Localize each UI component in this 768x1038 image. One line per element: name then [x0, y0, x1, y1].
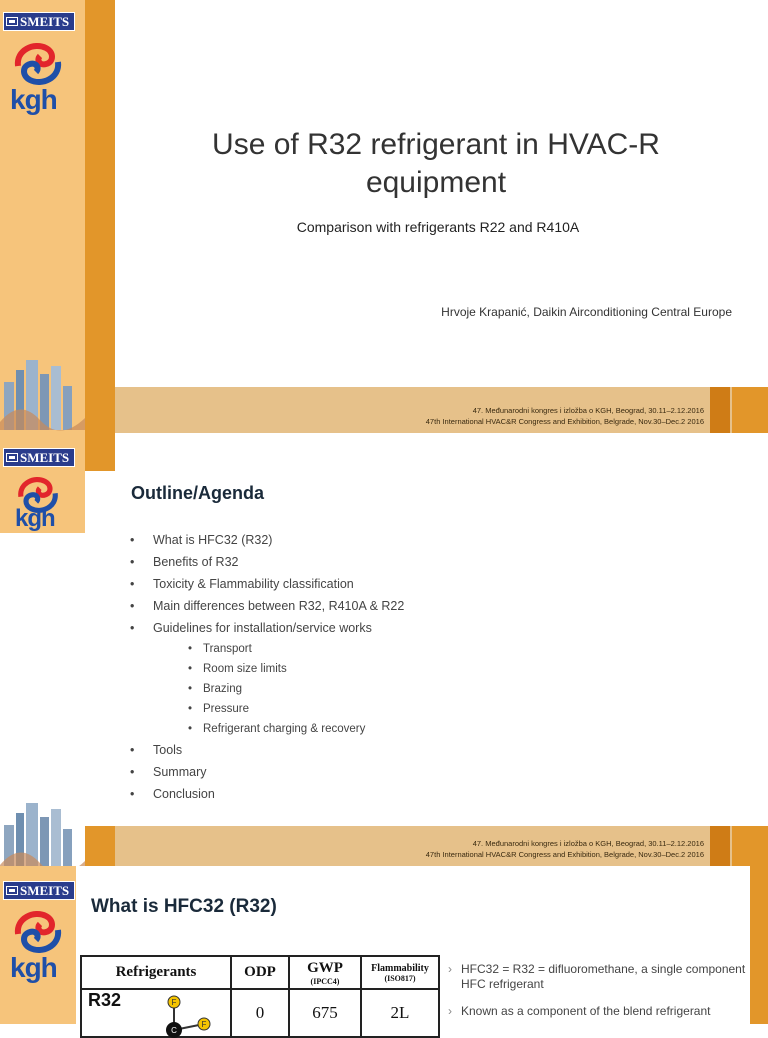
- footer-strip: [710, 826, 730, 866]
- kgh-logo-text: kgh: [10, 84, 57, 115]
- smeits-label: SMEITS: [20, 883, 70, 898]
- footer-text: [426, 405, 704, 427]
- city-skyline-icon: [0, 801, 85, 873]
- table-header-label: GWP: [307, 959, 343, 976]
- table-header-sub: (IPCC4): [310, 976, 340, 986]
- slide-agenda: [0, 433, 768, 866]
- smeits-label: SMEITS: [20, 450, 70, 465]
- agenda-heading: Outline/Agenda: [131, 483, 265, 503]
- list-item: › Known as a component of the blend refrigerant: [448, 1004, 748, 1019]
- slide-title-line2: equipment: [365, 166, 507, 199]
- table-header-label: Refrigerants: [115, 964, 197, 980]
- slide-author: Hrvoje Krapanić, Daikin Airconditioning Central Europe: [441, 305, 732, 319]
- footer-line: 47th International HVAC&R Congress and Exhibition, Belgrade, Nov.30–Dec.2 2016: [425, 850, 704, 859]
- table-cell-name: [81, 989, 231, 1037]
- table-header-sub: (ISO817): [384, 973, 416, 983]
- table-cell-gwp: 675: [289, 989, 361, 1037]
- slide-subtitle: Comparison with refrigerants R22 and R410A: [296, 219, 580, 235]
- footer-band: [85, 826, 768, 866]
- list-item: • Room size limits: [130, 659, 404, 679]
- smeits-label: SMEITS: [20, 14, 70, 29]
- agenda-list: [130, 529, 404, 805]
- table-header-label: ODP: [244, 964, 276, 980]
- smeits-logo: [3, 12, 75, 31]
- sidebar-strip: [750, 866, 768, 1024]
- table-header: [289, 956, 361, 989]
- footer-strip: [732, 826, 768, 866]
- list-item: • Brazing: [130, 679, 404, 699]
- list-item: • Pressure: [130, 699, 404, 719]
- table-row: [81, 989, 439, 1037]
- atom-label: F: [171, 998, 177, 1007]
- list-item: • Toxicity & Flammability classification: [130, 573, 404, 595]
- footer-strip: [85, 826, 115, 866]
- list-item: • Transport: [130, 639, 404, 659]
- refrigerant-table: [80, 955, 440, 1038]
- smeits-logo: [3, 881, 75, 900]
- table-header: [361, 956, 439, 989]
- footer-line: 47th International HVAC&R Congress and Exhibition, Belgrade, Nov.30–Dec.2 2016: [425, 417, 704, 426]
- smeits-logo: [3, 448, 75, 467]
- smeits-mark-icon: [6, 453, 18, 462]
- hfc32-heading: What is HFC32 (R32): [91, 896, 277, 917]
- refrigerant-name: R32: [88, 990, 122, 1010]
- list-item: • Main differences between R32, R410A & R22: [130, 595, 404, 617]
- table-header-label: Flammability: [371, 962, 429, 974]
- slide-title: [0, 0, 768, 433]
- city-skyline-icon: [0, 358, 85, 430]
- table-cell-flammability: 2L: [361, 989, 439, 1037]
- list-item: • Refrigerant charging & recovery: [130, 719, 404, 739]
- list-item: • Tools: [130, 739, 404, 761]
- list-item: • Conclusion: [130, 783, 404, 805]
- atom-label: C: [171, 1026, 177, 1035]
- slide-what-is-hfc32: [0, 866, 768, 1035]
- table-cell-odp: 0: [231, 989, 289, 1037]
- list-item: • What is HFC32 (R32): [130, 529, 404, 551]
- table-header: [81, 956, 231, 989]
- sidebar-strip: [85, 433, 115, 471]
- smeits-mark-icon: [6, 886, 18, 895]
- sidebar-strip: [85, 0, 115, 387]
- smeits-mark-icon: [6, 17, 18, 26]
- kgh-logo-text: kgh: [15, 505, 55, 532]
- slide-title-line1: Use of R32 refrigerant in HVAC-R: [212, 128, 660, 161]
- table-header-row: [81, 956, 439, 989]
- table-header: [231, 956, 289, 989]
- atom-label: F: [201, 1020, 207, 1029]
- molecule-icon: [160, 994, 220, 1038]
- kgh-swirl-icon: [10, 40, 66, 88]
- hfc32-bullets: [448, 962, 748, 1031]
- footer-text: [426, 838, 704, 860]
- kgh-logo-text: kgh: [10, 952, 57, 983]
- footer-line: 47. Međunarodni kongres i izložba o KGH, Beograd, 30.11–2.12.2016: [472, 406, 704, 415]
- list-item: › HFC32 = R32 = difluoromethane, a single component HFC refrigerant: [448, 962, 748, 992]
- footer-line: 47. Međunarodni kongres i izložba o KGH, Beograd, 30.11–2.12.2016: [472, 839, 704, 848]
- kgh-swirl-icon: [10, 908, 66, 956]
- list-item: • Summary: [130, 761, 404, 783]
- list-item: • Guidelines for installation/service works: [130, 617, 404, 639]
- list-item: • Benefits of R32: [130, 551, 404, 573]
